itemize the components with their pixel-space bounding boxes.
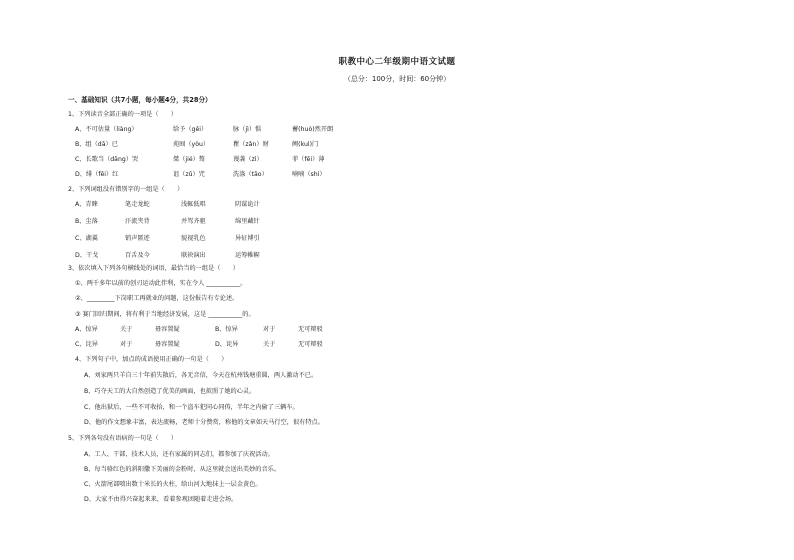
q2-a-2: 笔走龙蛇 xyxy=(125,201,150,208)
q1-d-4: 喃喃（shì） xyxy=(292,171,326,178)
q3-c-2: 对于 xyxy=(120,341,133,348)
q3-b-3: 无可辩驳 xyxy=(298,326,323,333)
q4-option-c: C、他出狱后，一些不可收拾，和一个盗车犯同心同俦，半年之内偷了三辆车。 xyxy=(84,404,299,411)
q3-sentence-1: ①、两千多年以前的创刃运动此伴利，实在令人 ___________。 xyxy=(75,280,247,287)
q4-option-d: D、他的作文想象丰富，表达流畅，老师十分赞赏，称他的文章如天马行空，很有特点。 xyxy=(84,419,324,426)
q2-a-1: A、青睐 xyxy=(75,201,98,208)
q1-row-d xyxy=(75,171,775,179)
q2-a-4: 阴谋诡计 xyxy=(235,201,260,208)
q1-b-1: B、组（dā）已 xyxy=(75,141,118,148)
q2-b-4: 绵里藏针 xyxy=(235,218,260,225)
q2-d-2: 百舌及今 xyxy=(125,252,150,259)
exam-title: 职教中心二年级期中语文试题 xyxy=(338,57,456,67)
q2-d-1: D、干戈 xyxy=(75,252,99,259)
q1-b-3: 瞿（zǎn）财 xyxy=(233,141,269,148)
section-heading: 一、基础知识（共7小题，每小题4分，共28分） xyxy=(68,96,212,104)
q5-option-b: B、每当骆红色的斜阳撒下美丽的金粉时，从这里就会送出美妙的音乐。 xyxy=(84,466,281,473)
q3-d-3: 无可辩驳 xyxy=(298,341,323,348)
exam-subtitle: （总分：100分，时间：60分钟） xyxy=(343,75,451,83)
q3-d-1: D、诧异 xyxy=(215,341,239,348)
q1-c-3: 谩袭（zì） xyxy=(233,156,263,163)
q2-row-b xyxy=(75,218,775,226)
q1-b-2: 苑囿（yòu） xyxy=(173,141,210,148)
q2-row-c xyxy=(75,235,775,243)
q2-c-4: 异征博引 xyxy=(235,235,260,242)
q5-option-a: A、工人、干部、技术人员，还有家属的同志们，都参加了庆祝活动。 xyxy=(84,451,274,458)
q1-d-2: 诅（zǔ）咒 xyxy=(173,171,205,178)
q3-c-1: C、诧异 xyxy=(75,341,98,348)
q2-b-3: 并驾齐驱 xyxy=(181,218,206,225)
q2-d-3: 联袂演出 xyxy=(181,252,206,259)
q2-b-2: 汗流夹背 xyxy=(125,218,150,225)
question-5-stem: 5、下列各句没有语病的一句是（ ） xyxy=(68,435,178,442)
q1-a-3: 脉（jì）惧 xyxy=(233,126,262,133)
q2-c-2: 销声匿迹 xyxy=(125,235,150,242)
q1-row-c xyxy=(75,156,775,164)
q3-a-3: 毋容置疑 xyxy=(155,326,180,333)
q3-a-2: 关于 xyxy=(120,326,133,333)
q1-b-4: 阙(kuì)门 xyxy=(292,141,319,148)
q1-d-1: D、绯（fēi）红 xyxy=(75,171,119,178)
question-2-stem: 2、下列词组没有错别字的一组是（ ） xyxy=(68,186,184,193)
q4-option-b: B、巧夺天工的大自然创造了优美的画面，也拟照了她的心灵。 xyxy=(84,388,256,395)
q1-a-4: 蓄(huò)然开朗 xyxy=(292,126,334,133)
q3-a-1: A、惊异 xyxy=(75,326,98,333)
question-1-stem: 1、下列读音全部正确的一项是（ ） xyxy=(68,111,178,118)
q4-option-a: A、刘家两只羊自三十年前失散后，各无音信，今天在杭州钱塘重圆，两人激动不已。 xyxy=(84,372,318,379)
q1-d-3: 洗涤（tāo） xyxy=(233,171,268,178)
q2-a-3: 浅辄低唱 xyxy=(181,201,206,208)
q1-row-a xyxy=(75,126,775,134)
q2-row-d xyxy=(75,252,775,260)
q3-c-3: 毋容置疑 xyxy=(155,341,180,348)
q3-sentence-3: ③ 赛门回归期间，将有利于当地经济发展，这是 ___________的。 xyxy=(75,311,255,318)
q5-option-d: D、大家不由得兴奋起来来，看着参观团随着走进会场。 xyxy=(84,496,238,503)
q3-b-2: 对于 xyxy=(263,326,276,333)
q5-option-c: C、火箭尾部喷出数十米长的火柱，给山河大地抹上一层金黄色。 xyxy=(84,481,262,488)
q1-a-2: 给予（gěi） xyxy=(173,126,208,133)
question-4-stem: 4、下列句子中，加点的成语使用正确的一句是（ ） xyxy=(75,356,228,363)
q3-row-cd xyxy=(75,341,775,349)
q1-c-4: 菲（fēi）薄 xyxy=(292,156,325,163)
q3-b-1: B、惊异 xyxy=(215,326,238,333)
q2-d-4: 运筹帷幄 xyxy=(235,252,260,259)
q2-b-1: B、尘落 xyxy=(75,218,98,225)
q2-c-1: C、湖翼 xyxy=(75,235,98,242)
q1-c-2: 桀（jié）骜 xyxy=(173,156,205,163)
q2-c-3: 貌视乳色 xyxy=(181,235,206,242)
question-3-stem: 3、依次填入下列各句横线处的词语，最恰当的一组是（ ） xyxy=(68,265,239,272)
q1-row-b xyxy=(75,141,775,149)
q1-c-1: C、长歌当（dāng）哭 xyxy=(75,156,139,163)
q3-sentence-2: ②、_________下岗职工再就业的问题，这份报告有专论述。 xyxy=(75,295,239,302)
q3-d-2: 关于 xyxy=(263,341,276,348)
q1-a-1: A、不可估量（liàng） xyxy=(75,126,138,133)
q2-row-a xyxy=(75,201,775,209)
q3-row-ab xyxy=(75,326,775,334)
